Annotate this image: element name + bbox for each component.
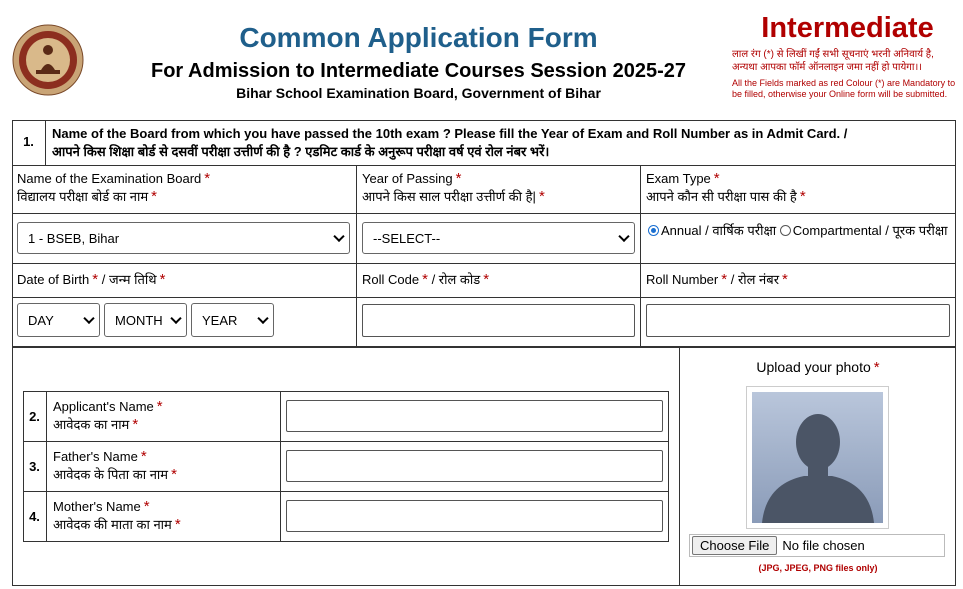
required-mark: * bbox=[174, 516, 181, 533]
mandatory-note-hindi: लाल रंग (*) से लिखीं गईं सभी सूचनाएं भरनी अनिवार्य है, अन्यथा आपका फॉर्म ऑनलाइन जमा नहीं हो पायेगा।। bbox=[732, 49, 934, 73]
required-mark: * bbox=[159, 271, 166, 288]
file-status: No file chosen bbox=[782, 538, 865, 553]
dob-label-hi: / जन्म तिथि bbox=[101, 272, 157, 287]
required-mark: * bbox=[151, 188, 158, 205]
father-number: 3. bbox=[29, 459, 40, 474]
required-mark: * bbox=[782, 271, 788, 288]
required-mark: * bbox=[713, 170, 720, 187]
required-mark: * bbox=[483, 271, 490, 288]
mother-number: 4. bbox=[29, 509, 40, 524]
section-1-question-hi: आपने किस शिक्षा बोर्ड से दसवीं परीक्षा उत्तीर्ण की है ? एडमिट कार्ड के अनुरूप परीक्षा वर्ष एवं रोल नंबर भरें। bbox=[52, 144, 550, 159]
year-label-en: Year of Passing bbox=[362, 171, 453, 186]
board-label bbox=[17, 170, 352, 206]
mother-name-label bbox=[53, 498, 181, 534]
dob-month-value: MONTH bbox=[115, 312, 163, 328]
chevron-down-icon bbox=[333, 231, 344, 242]
section-1-question bbox=[52, 125, 952, 161]
exam-type-label bbox=[646, 170, 951, 206]
chevron-down-icon bbox=[170, 313, 181, 324]
required-mark: * bbox=[873, 359, 880, 376]
dob-month-select[interactable] bbox=[104, 303, 187, 337]
applicant-name-input[interactable] bbox=[286, 400, 663, 432]
required-mark: * bbox=[143, 498, 150, 515]
board-label-en: Name of the Examination Board bbox=[17, 171, 202, 186]
roll-code-label-en: Roll Code bbox=[362, 272, 420, 287]
page-subtitle: For Admission to Intermediate Courses Session 2025-27 bbox=[151, 60, 686, 82]
required-mark: * bbox=[140, 448, 147, 465]
photo-label bbox=[680, 358, 956, 377]
required-mark: * bbox=[799, 188, 806, 205]
year-select-value: --SELECT-- bbox=[373, 230, 441, 246]
board-select[interactable] bbox=[17, 222, 350, 254]
father-name-label-en: Father's Name bbox=[53, 449, 138, 464]
mandatory-note-english: All the Fields marked as red Colour (*) are Mandatory to be filled, otherwise your Online form will be submitted. bbox=[732, 78, 956, 99]
chevron-down-icon bbox=[257, 313, 268, 324]
board-select-value: 1 - BSEB, Bihar bbox=[28, 230, 120, 246]
file-input[interactable] bbox=[689, 534, 945, 557]
photo-label-text: Upload your photo bbox=[756, 359, 871, 375]
applicant-name-label-en: Applicant's Name bbox=[53, 399, 154, 414]
roll-number-label-en: Roll Number bbox=[646, 272, 719, 287]
father-name-input[interactable] bbox=[286, 450, 663, 482]
required-mark: * bbox=[171, 466, 177, 483]
avatar-icon bbox=[752, 392, 883, 523]
dob-label-en: Date of Birth bbox=[17, 272, 90, 287]
course-badge: Intermediate bbox=[761, 12, 934, 44]
roll-number-label-hi: / रोल नंबर bbox=[730, 272, 780, 287]
photo-placeholder bbox=[746, 386, 889, 529]
board-label-hi: विद्यालय परीक्षा बोर्ड का नाम bbox=[17, 189, 149, 204]
applicant-name-label-hi: आवेदक का नाम bbox=[53, 417, 130, 432]
board-name: Bihar School Examination Board, Government of Bihar bbox=[236, 85, 601, 101]
required-mark: * bbox=[132, 416, 139, 433]
mother-name-label-hi: आवेदक की माता का नाम bbox=[53, 517, 172, 532]
roll-code-label bbox=[362, 271, 489, 289]
required-mark: * bbox=[455, 170, 462, 187]
required-mark: * bbox=[156, 398, 163, 415]
compartmental-radio[interactable] bbox=[780, 225, 791, 236]
roll-number-input[interactable] bbox=[646, 304, 950, 337]
chevron-down-icon bbox=[618, 231, 629, 242]
roll-code-label-hi: / रोल कोड bbox=[431, 272, 481, 287]
exam-type-label-en: Exam Type bbox=[646, 171, 711, 186]
mother-name-label-en: Mother's Name bbox=[53, 499, 141, 514]
required-mark: * bbox=[204, 170, 211, 187]
required-mark: * bbox=[721, 271, 728, 288]
father-name-label bbox=[53, 448, 177, 484]
chevron-down-icon bbox=[83, 313, 94, 324]
roll-number-label bbox=[646, 271, 788, 289]
roll-code-input[interactable] bbox=[362, 304, 635, 337]
dob-year-value: YEAR bbox=[202, 312, 238, 328]
dob-day-select[interactable] bbox=[17, 303, 100, 337]
required-mark: * bbox=[538, 188, 545, 205]
section-1-question-en: Name of the Board from which you have passed the 10th exam ? Please fill the Year of Exam and Roll Number as in Admit Card. / bbox=[52, 126, 848, 141]
year-label-hi: आपने किस साल परीक्षा उत्तीर्ण की है| bbox=[362, 189, 536, 204]
page-title: Common Application Form bbox=[239, 22, 598, 53]
dob-day-value: DAY bbox=[28, 312, 54, 328]
exam-type-options bbox=[648, 222, 948, 239]
annual-radio[interactable] bbox=[648, 225, 659, 236]
photo-formats-note: (JPG, JPEG, PNG files only) bbox=[758, 563, 878, 573]
dob-year-select[interactable] bbox=[191, 303, 274, 337]
year-label bbox=[362, 170, 637, 206]
year-select[interactable] bbox=[362, 222, 635, 254]
mother-name-input[interactable] bbox=[286, 500, 663, 532]
exam-type-label-hi: आपने कौन सी परीक्षा पास की है bbox=[646, 189, 797, 204]
applicant-number: 2. bbox=[29, 409, 40, 424]
section-1-number: 1. bbox=[23, 134, 34, 149]
annual-radio-label[interactable]: Annual / वार्षिक परीक्षा bbox=[661, 223, 777, 238]
father-name-label-hi: आवेदक के पिता का नाम bbox=[53, 467, 169, 482]
required-mark: * bbox=[422, 271, 428, 288]
choose-file-button[interactable]: Choose File bbox=[692, 536, 777, 555]
dob-label bbox=[17, 271, 165, 289]
applicant-name-label bbox=[53, 398, 163, 434]
compartmental-radio-label[interactable]: Compartmental / पूरक परीक्षा bbox=[792, 223, 948, 238]
required-mark: * bbox=[92, 271, 99, 288]
